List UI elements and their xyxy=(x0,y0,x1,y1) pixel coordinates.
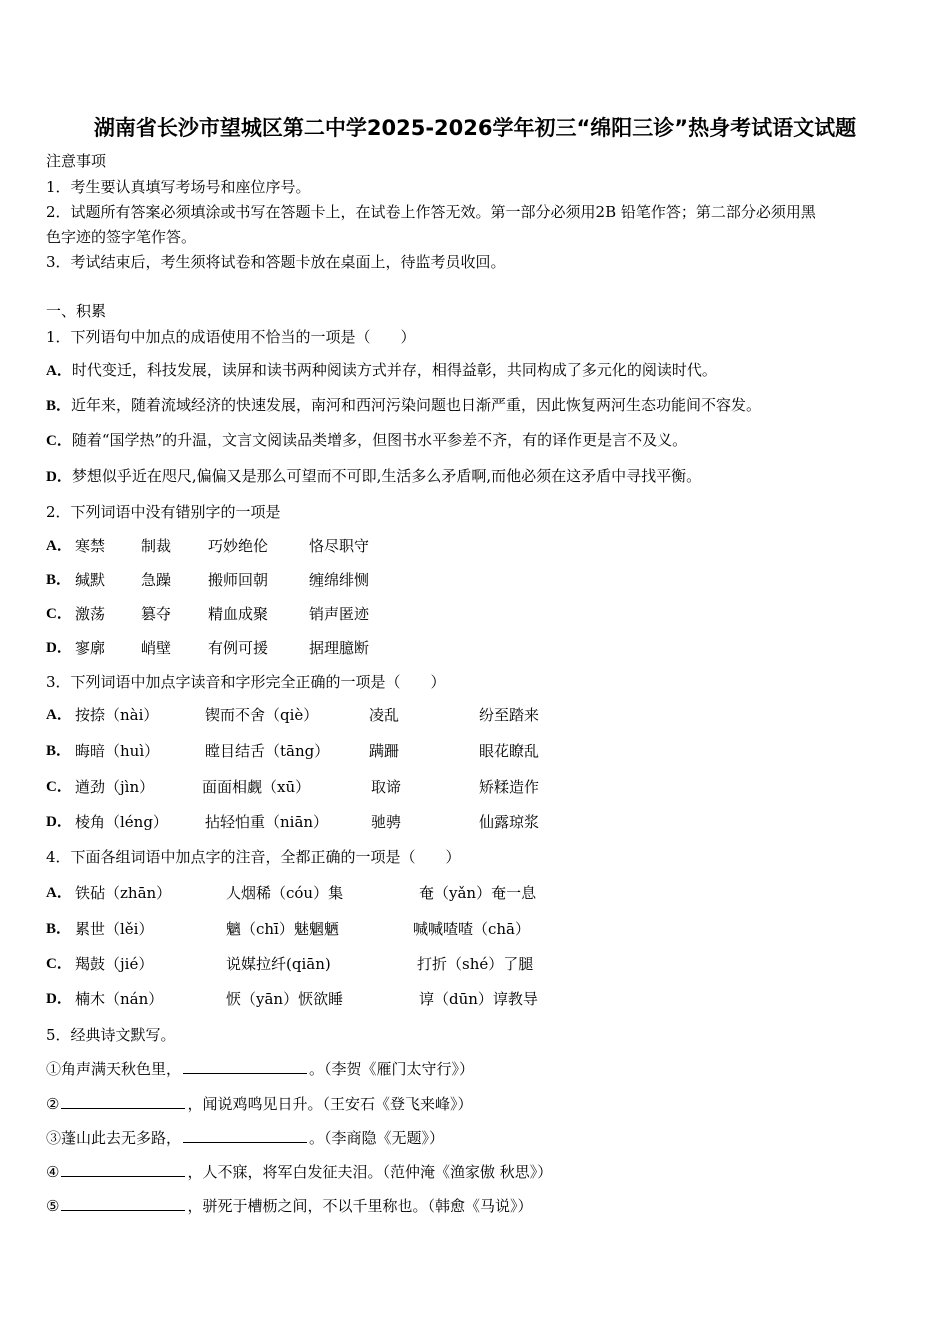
line-after: ，骈死于槽枥之间，不以千里称也。（韩愈《马说》） xyxy=(187,1197,533,1215)
q4-option-label[interactable]: A． xyxy=(46,885,72,901)
q3-word: 驰骋 xyxy=(371,813,402,831)
answer-blank[interactable] xyxy=(61,1196,185,1211)
q2-word: 寥廓 xyxy=(75,639,106,657)
q3-word: 取谛 xyxy=(371,778,402,796)
line-before: 蓬山此去无多路， xyxy=(61,1129,182,1147)
q2-word: 寒禁 xyxy=(75,537,106,555)
q2-word: 恪尽职守 xyxy=(309,537,370,555)
answer-blank[interactable] xyxy=(61,1162,185,1177)
option-label: B． xyxy=(46,398,72,414)
answer-blank[interactable] xyxy=(61,1094,185,1109)
q3-word: 拈轻怕重（niān） xyxy=(205,813,329,831)
item-number: ② xyxy=(46,1095,60,1113)
q4-option-label[interactable]: D． xyxy=(46,991,72,1007)
q2-option-label[interactable]: D． xyxy=(46,640,72,656)
q4-word: 铁砧（zhān） xyxy=(75,884,172,902)
q3-word: 矫糅造作 xyxy=(479,778,540,796)
q2-word: 巧妙绝伦 xyxy=(208,537,269,555)
q3-word: 蹒跚 xyxy=(369,742,400,760)
option-text: 随着“国学热”的升温，文言文阅读品类增多，但图书水平参差不齐，有的译作更是言不及义。 xyxy=(71,431,688,449)
q4-word: 魑（chī）魅魍魉 xyxy=(226,920,339,938)
q2-word: 搬师回朝 xyxy=(208,571,269,589)
q4-word: 奄（yǎn）奄一息 xyxy=(419,884,537,902)
line-after: 。（李贺《雁门太守行》） xyxy=(309,1060,475,1078)
option-text: 时代变迁，科技发展，读屏和读书两种阅读方式并存，相得益彰，共同构成了多元化的阅读时代。 xyxy=(71,361,717,379)
q3-word: 眼花瞭乱 xyxy=(479,742,540,760)
q2-option-label[interactable]: C． xyxy=(46,606,72,622)
recitation-line xyxy=(46,1128,444,1147)
q2-word: 峭壁 xyxy=(141,639,172,657)
option-label: C． xyxy=(46,433,72,449)
q3-word: 锲而不舍（qiè） xyxy=(205,706,319,724)
q2-word: 篡夺 xyxy=(141,605,172,623)
page-title: 湖南省长沙市望城区第二中学2025-2026学年初三“绵阳三诊”热身考试语文试题 xyxy=(93,116,857,140)
question-1-stem: 1．下列语句中加点的成语使用不恰当的一项是（ ） xyxy=(46,328,416,346)
q2-word: 激荡 xyxy=(75,605,106,623)
q4-word: 楠木（nán） xyxy=(75,990,164,1008)
section-heading: 一、积累 xyxy=(46,302,107,320)
line-after: 。（李商隐《无题》） xyxy=(309,1129,445,1147)
q1-option-b[interactable] xyxy=(46,396,761,415)
q3-option-label[interactable]: D． xyxy=(46,814,72,830)
question-4-stem: 4．下面各组词语中加点字的注音，全都正确的一项是（ ） xyxy=(46,848,461,866)
notice-item: 2．试题所有答案必须填涂或书写在答题卡上，在试卷上作答无效。第一部分必须用2B 铅笔作答；第二部分必须用黑 xyxy=(46,203,816,221)
q2-option-label[interactable]: A． xyxy=(46,538,72,554)
q1-option-c[interactable] xyxy=(46,431,687,450)
q4-word: 打折（shé）了腿 xyxy=(417,955,534,973)
recitation-line xyxy=(46,1196,532,1215)
q3-word: 晦暗（huì） xyxy=(75,742,160,760)
line-after: ，闻说鸡鸣见日升。（王安石《登飞来峰》） xyxy=(187,1095,473,1113)
q2-option-label[interactable]: B． xyxy=(46,572,72,588)
q3-word: 按捺（nài） xyxy=(75,706,159,724)
q4-option-label[interactable]: C． xyxy=(46,956,72,972)
notice-heading: 注意事项 xyxy=(46,152,107,170)
notice-item: 3．考试结束后，考生须将试卷和答题卡放在桌面上，待监考员收回。 xyxy=(46,253,506,271)
option-text: 近年来，随着流域经济的快速发展，南河和西河污染问题也日渐严重，因此恢复两河生态功能间不容发。 xyxy=(71,396,762,414)
q3-word: 瞠目结舌（tāng） xyxy=(205,742,330,760)
q4-option-label[interactable]: B． xyxy=(46,921,72,937)
q3-word: 仙露琼浆 xyxy=(479,813,540,831)
q4-word: 人烟稀（cóu）集 xyxy=(226,884,344,902)
q4-word: 恹（yān）恹欲睡 xyxy=(226,990,344,1008)
q3-option-label[interactable]: C． xyxy=(46,779,72,795)
option-text: 梦想似乎近在咫尺,偏偏又是那么可望而不可即,生活多么矛盾啊,而他必须在这矛盾中寻找平衡。 xyxy=(71,467,702,485)
notice-item: 1．考生要认真填写考场号和座位序号。 xyxy=(46,178,311,196)
question-2-stem: 2．下列词语中没有错别字的一项是 xyxy=(46,503,281,521)
question-3-stem: 3．下列词语中加点字读音和字形完全正确的一项是（ ） xyxy=(46,673,446,691)
answer-blank[interactable] xyxy=(183,1128,307,1143)
q2-word: 急躁 xyxy=(141,571,172,589)
item-number: ① xyxy=(46,1060,62,1078)
q2-word: 精血成聚 xyxy=(208,605,269,623)
option-label: A． xyxy=(46,363,72,379)
answer-blank[interactable] xyxy=(183,1059,307,1074)
recitation-line xyxy=(46,1059,474,1078)
q2-word: 销声匿迹 xyxy=(309,605,370,623)
q2-word: 缠绵绯恻 xyxy=(309,571,370,589)
line-after: ，人不寐，将军白发征夫泪。（范仲淹《渔家傲 秋思》） xyxy=(187,1163,553,1181)
q4-word: 说媒拉纤(qiān) xyxy=(226,955,331,973)
item-number: ④ xyxy=(46,1163,60,1181)
notice-item: 色字迹的签字笔作答。 xyxy=(46,228,197,246)
q3-word: 棱角（léng） xyxy=(75,813,168,831)
q4-word: 谆（dūn）谆教导 xyxy=(419,990,538,1008)
q3-word: 纷至踏来 xyxy=(479,706,540,724)
q3-option-label[interactable]: A． xyxy=(46,707,72,723)
q2-word: 缄默 xyxy=(75,571,106,589)
q3-option-label[interactable]: B． xyxy=(46,743,72,759)
q2-word: 有例可援 xyxy=(208,639,269,657)
q2-word: 据理臆断 xyxy=(309,639,370,657)
line-before: 角声满天秋色里， xyxy=(61,1060,182,1078)
recitation-line xyxy=(46,1162,552,1181)
q3-word: 面面相觑（xū） xyxy=(202,778,311,796)
item-number: ③ xyxy=(46,1129,62,1147)
q4-word: 喊喊喳喳（chā） xyxy=(413,920,531,938)
item-number: ⑤ xyxy=(46,1197,60,1215)
q1-option-a[interactable] xyxy=(46,361,717,380)
question-5-stem: 5．经典诗文默写。 xyxy=(46,1026,176,1044)
q2-word: 制裁 xyxy=(141,537,172,555)
q3-word: 凌乱 xyxy=(369,706,400,724)
recitation-line xyxy=(46,1094,472,1113)
q1-option-d[interactable] xyxy=(46,467,701,486)
q3-word: 遒劲（jìn） xyxy=(75,778,155,796)
q4-word: 羯鼓（jié） xyxy=(75,955,154,973)
option-label: D． xyxy=(46,469,72,485)
q4-word: 累世（lěi） xyxy=(75,920,154,938)
